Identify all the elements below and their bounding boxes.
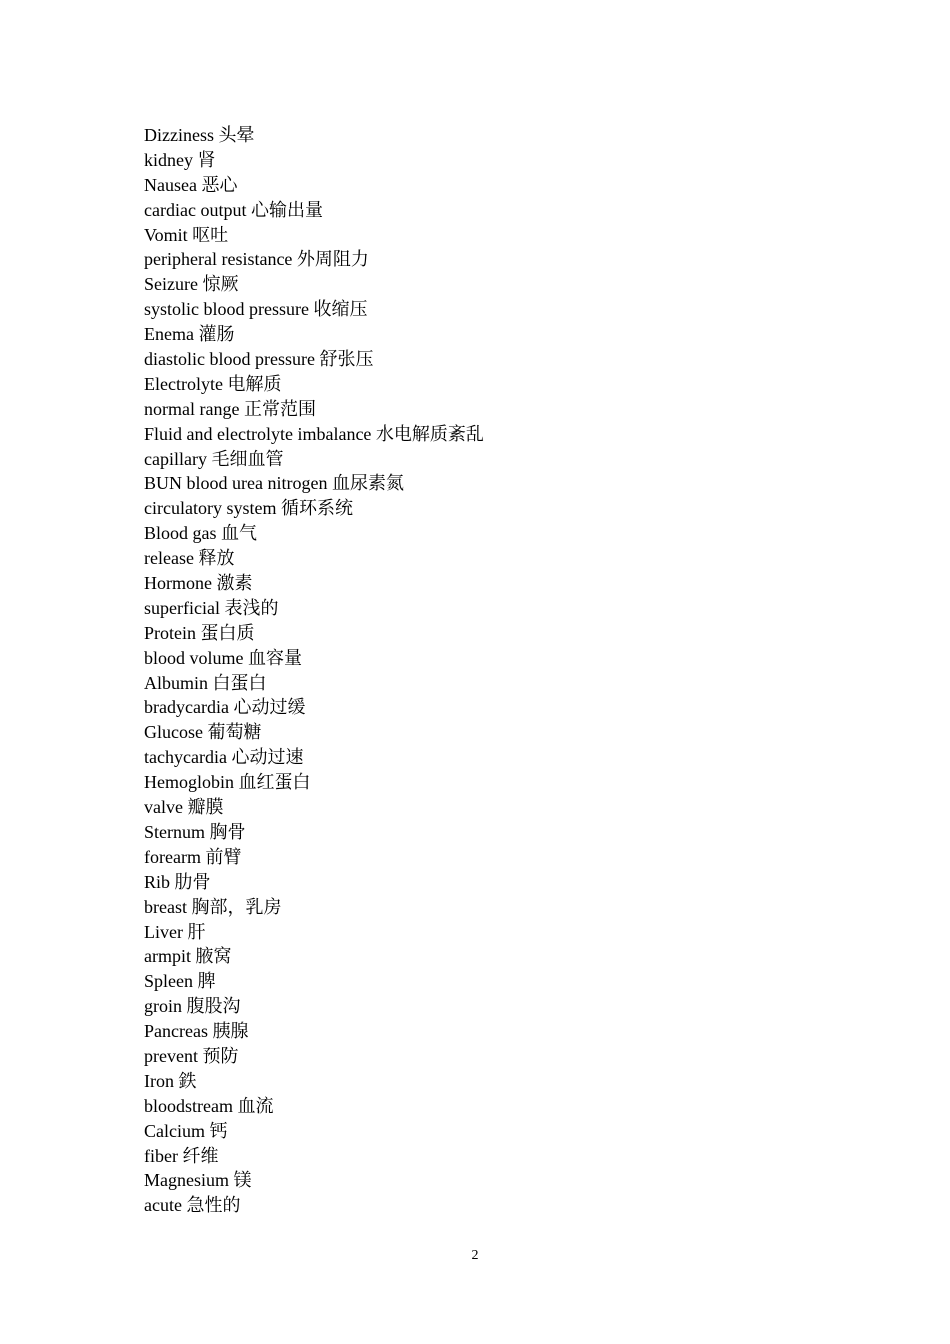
vocabulary-entry: Vomit 呕吐 [144, 224, 229, 245]
vocabulary-entry: Iron 鉄 [144, 1070, 197, 1091]
vocabulary-entry: diastolic blood pressure 舒张压 [144, 349, 374, 370]
vocabulary-entry: BUN blood urea nitrogen 血尿素氮 [144, 473, 404, 494]
vocabulary-entry: tachycardia 心动过速 [144, 747, 304, 768]
vocabulary-entry: breast 胸部，乳房 [144, 896, 282, 917]
vocabulary-entry: Hormone 激素 [144, 573, 253, 594]
vocabulary-entry: valve 瓣膜 [144, 797, 224, 818]
vocabulary-entry: Magnesium 镁 [144, 1170, 252, 1191]
vocabulary-entry: acute 急性的 [144, 1195, 241, 1216]
vocabulary-entry: systolic blood pressure 收缩压 [144, 299, 368, 320]
vocabulary-entry: kidney 肾 [144, 149, 216, 170]
vocabulary-entry: Liver 肝 [144, 921, 206, 942]
vocabulary-entry: Enema 灌肠 [144, 324, 235, 345]
page-number: 2 [471, 1248, 479, 1263]
vocabulary-entry: Electrolyte 电解质 [144, 373, 282, 394]
vocabulary-entry: groin 腹股沟 [144, 996, 241, 1017]
vocabulary-entry: Pancreas 胰腺 [144, 1021, 249, 1042]
vocabulary-entry: Glucose 葡萄糖 [144, 722, 262, 743]
vocabulary-entry: Hemoglobin 血红蛋白 [144, 772, 311, 793]
vocabulary-entry: blood volume 血容量 [144, 647, 302, 668]
vocabulary-entry: fiber 纤维 [144, 1145, 219, 1166]
vocabulary-entry: capillary 毛细血管 [144, 448, 284, 469]
vocabulary-list [144, 123, 484, 1218]
vocabulary-entry: Protein 蛋白质 [144, 622, 255, 643]
vocabulary-entry: prevent 预防 [144, 1045, 239, 1066]
vocabulary-entry: Seizure 惊厥 [144, 274, 239, 295]
vocabulary-entry: Albumin 白蛋白 [144, 672, 267, 693]
vocabulary-entry: Fluid and electrolyte imbalance 水电解质紊乱 [144, 423, 484, 444]
vocabulary-entry: forearm 前臂 [144, 846, 242, 867]
vocabulary-entry: armpit 腋窝 [144, 946, 232, 967]
vocabulary-entry: release 释放 [144, 548, 235, 569]
vocabulary-entry: normal range 正常范围 [144, 398, 316, 419]
vocabulary-entry: peripheral resistance 外周阻力 [144, 249, 369, 270]
vocabulary-entry: cardiac output 心输出量 [144, 199, 323, 220]
vocabulary-entry: bradycardia 心动过缓 [144, 697, 306, 718]
vocabulary-entry: Dizziness 头晕 [144, 125, 255, 145]
vocabulary-entry: circulatory system 循环系统 [144, 498, 353, 519]
vocabulary-entry: bloodstream 血流 [144, 1095, 274, 1116]
vocabulary-entry: Spleen 脾 [144, 971, 216, 992]
vocabulary-entry: Blood gas 血气 [144, 523, 258, 544]
vocabulary-entry: Rib 肋骨 [144, 871, 211, 892]
vocabulary-entry: Calcium 钙 [144, 1120, 228, 1141]
vocabulary-entry: Nausea 恶心 [144, 174, 238, 195]
vocabulary-entry: Sternum 胸骨 [144, 821, 246, 842]
vocabulary-entry: superficial 表浅的 [144, 597, 279, 618]
